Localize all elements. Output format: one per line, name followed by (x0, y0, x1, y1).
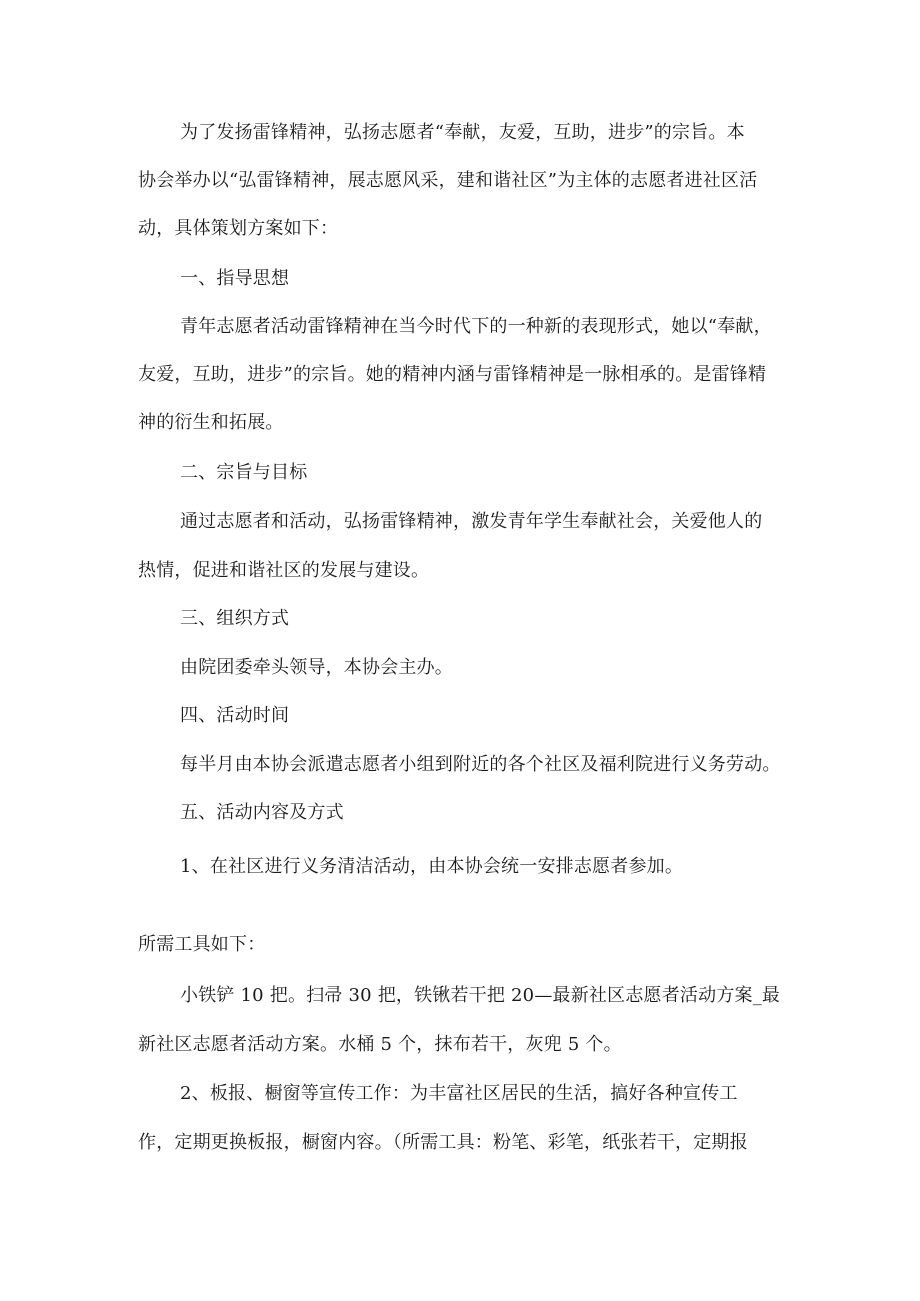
paragraph-line: 由院团委牵头领导，本协会主办。 (180, 657, 453, 678)
section-heading: 一、指导思想 (180, 268, 290, 289)
paragraph-line: 友爱，互助，进步”的宗旨。她的精神内涵与雷锋精神是一脉相承的。是雷锋精 (138, 364, 767, 385)
paragraph-line: 小铁铲 10 把。扫帚 30 把，铁锹若干把 20—最新社区志愿者活动方案_最 (180, 985, 781, 1006)
paragraph-line: 动，具体策划方案如下： (138, 218, 339, 239)
paragraph-line: 新社区志愿者活动方案。水桶 5 个，抹布若干，灰兜 5 个。 (138, 1034, 622, 1055)
paragraph-line: 神的衍生和拓展。 (138, 412, 284, 433)
section-heading: 五、活动内容及方式 (180, 802, 344, 823)
paragraph-line: 通过志愿者和活动，弘扬雷锋精神，激发青年学生奉献社会，关爱他人的 (180, 511, 763, 532)
paragraph-line: 为了发扬雷锋精神，弘扬志愿者“奉献，友爱，互助，进步”的宗旨。本 (180, 122, 745, 143)
section-heading: 三、组织方式 (180, 608, 290, 629)
paragraph-line: 作，定期更换板报，橱窗内容。（所需工具：粉笔、彩笔，纸张若干，定期报 (138, 1132, 748, 1153)
paragraph-line: 青年志愿者活动雷锋精神在当今时代下的一种新的表现形式，她以“奉献， (180, 316, 772, 337)
list-item: 1、在社区进行义务清洁活动，由本协会统一安排志愿者参加。 (180, 856, 684, 877)
paragraph-line: 所需工具如下： (138, 934, 266, 955)
paragraph-line: 每半月由本协会派遣志愿者小组到附近的各个社区及福利院进行义务劳动。 (180, 754, 781, 775)
section-heading: 四、活动时间 (180, 705, 290, 726)
paragraph-line: 协会举办以“弘雷锋精神，展志愿风采，建和谐社区”为主体的志愿者进社区活 (138, 170, 758, 191)
list-item: 2、板报、橱窗等宣传工作：为丰富社区居民的生活，搞好各种宣传工 (180, 1083, 738, 1104)
paragraph-line: 热情，促进和谐社区的发展与建设。 (138, 560, 430, 581)
section-heading: 二、宗旨与目标 (180, 462, 308, 483)
